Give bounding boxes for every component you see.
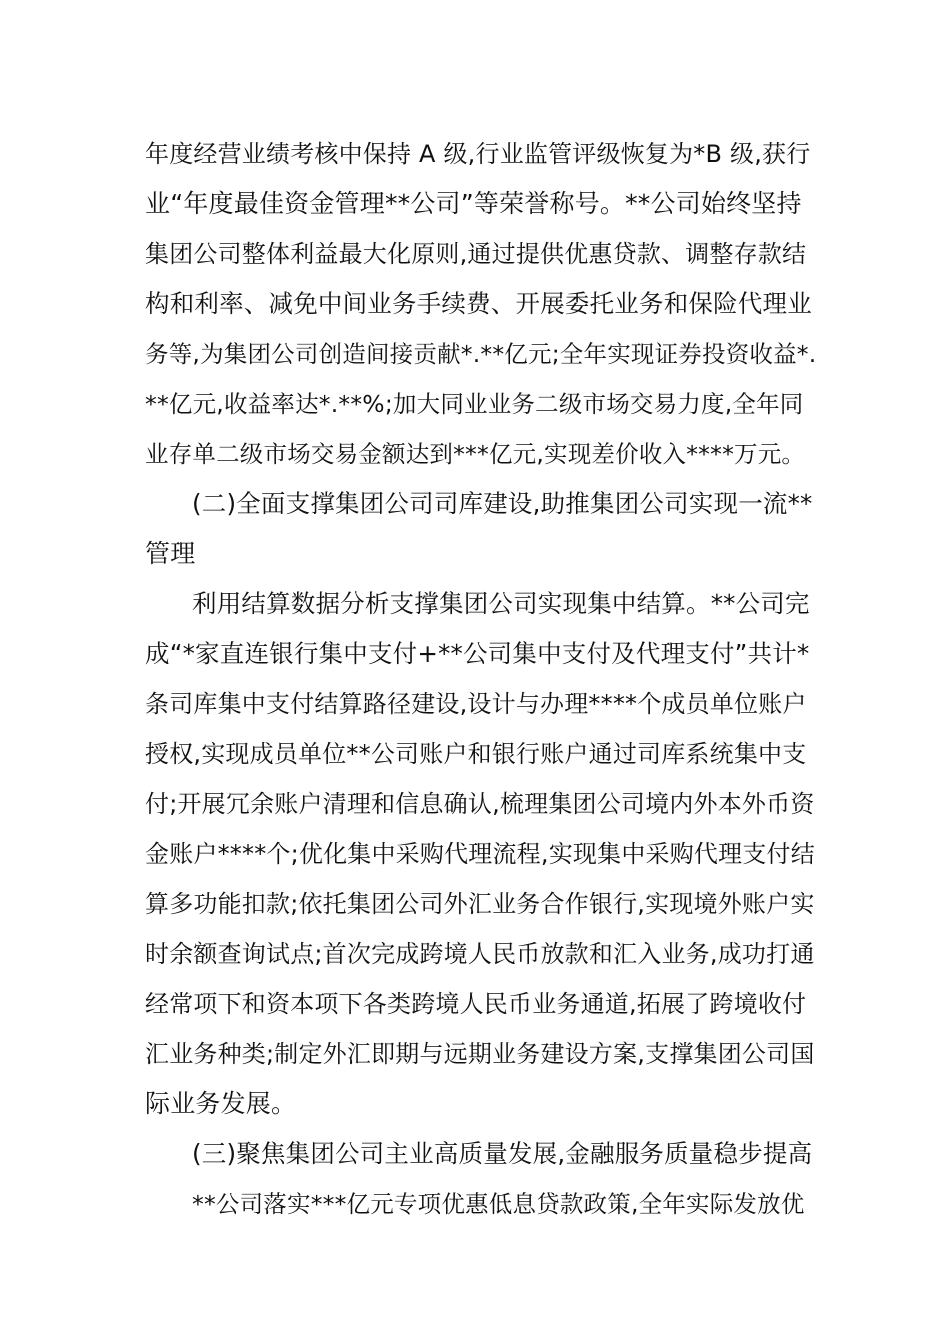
body-text-line: 构和利率、减免中间业务手续费、开展委托业务和保险代理业 <box>145 289 812 318</box>
body-text-line: 时余额查询试点;首次完成跨境人民币放款和汇入业务,成功打通 <box>145 940 815 968</box>
body-text-line: **亿元,收益率达*.**%;加大同业业务二级市场交易力度,全年同 <box>145 390 804 418</box>
body-text-line: 业“年度最佳资金管理**公司”等荣誉称号。**公司始终坚持 <box>145 189 802 218</box>
body-text-line: 授权,实现成员单位**公司账户和银行账户通过司库系统集中支 <box>145 740 807 768</box>
body-text-line: 汇业务种类;制定外汇即期与远期业务建设方案,支撑集团公司国 <box>145 1040 815 1068</box>
body-text-line: 经常项下和资本项下各类跨境人民币业务通道,拓展了跨境收付 <box>145 990 807 1018</box>
body-text-line: 际业务发展。 <box>145 1089 297 1118</box>
section-heading-2-cont: 管理 <box>145 539 196 568</box>
body-text-line: 集团公司整体利益最大化原则,通过提供优惠贷款、调整存款结 <box>145 240 807 268</box>
body-text-line: 算多功能扣款;依托集团公司外汇业务合作银行,实现境外账户实 <box>145 890 815 918</box>
body-text-line: 条司库集中支付结算路径建设,设计与办理****个成员单位账户 <box>145 690 807 718</box>
section-heading-2: (二)全面支撑集团公司司库建设,助推集团公司实现一流** <box>192 489 813 518</box>
body-text-line: 金账户****个;优化集中采购代理流程,实现集中采购代理支付结 <box>145 840 815 868</box>
body-text-line: 付;开展冗余账户清理和信息确认,梳理集团公司境内外本外币资 <box>145 790 815 818</box>
body-text-line: 年度经营业绩考核中保持 A 级,行业监管评级恢复为*B 级,获行 <box>145 140 811 168</box>
body-text-line: 利用结算数据分析支撑集团公司实现集中结算。**公司完 <box>192 589 810 618</box>
body-text-line: **公司落实***亿元专项优惠低息贷款政策,全年实际发放优 <box>192 1190 805 1218</box>
section-heading-3: (三)聚焦集团公司主业高质量发展,金融服务质量稳步提高 <box>192 1139 813 1168</box>
body-text-line: 务等,为集团公司创造间接贡献*.**亿元;全年实现证券投资收益*. <box>145 340 817 368</box>
body-text-line: 业存单二级市场交易金额达到***亿元,实现差价收入****万元。 <box>145 440 806 468</box>
body-text-line: 成“*家直连银行集中支付+**公司集中支付及代理支付”共计* <box>145 639 810 668</box>
